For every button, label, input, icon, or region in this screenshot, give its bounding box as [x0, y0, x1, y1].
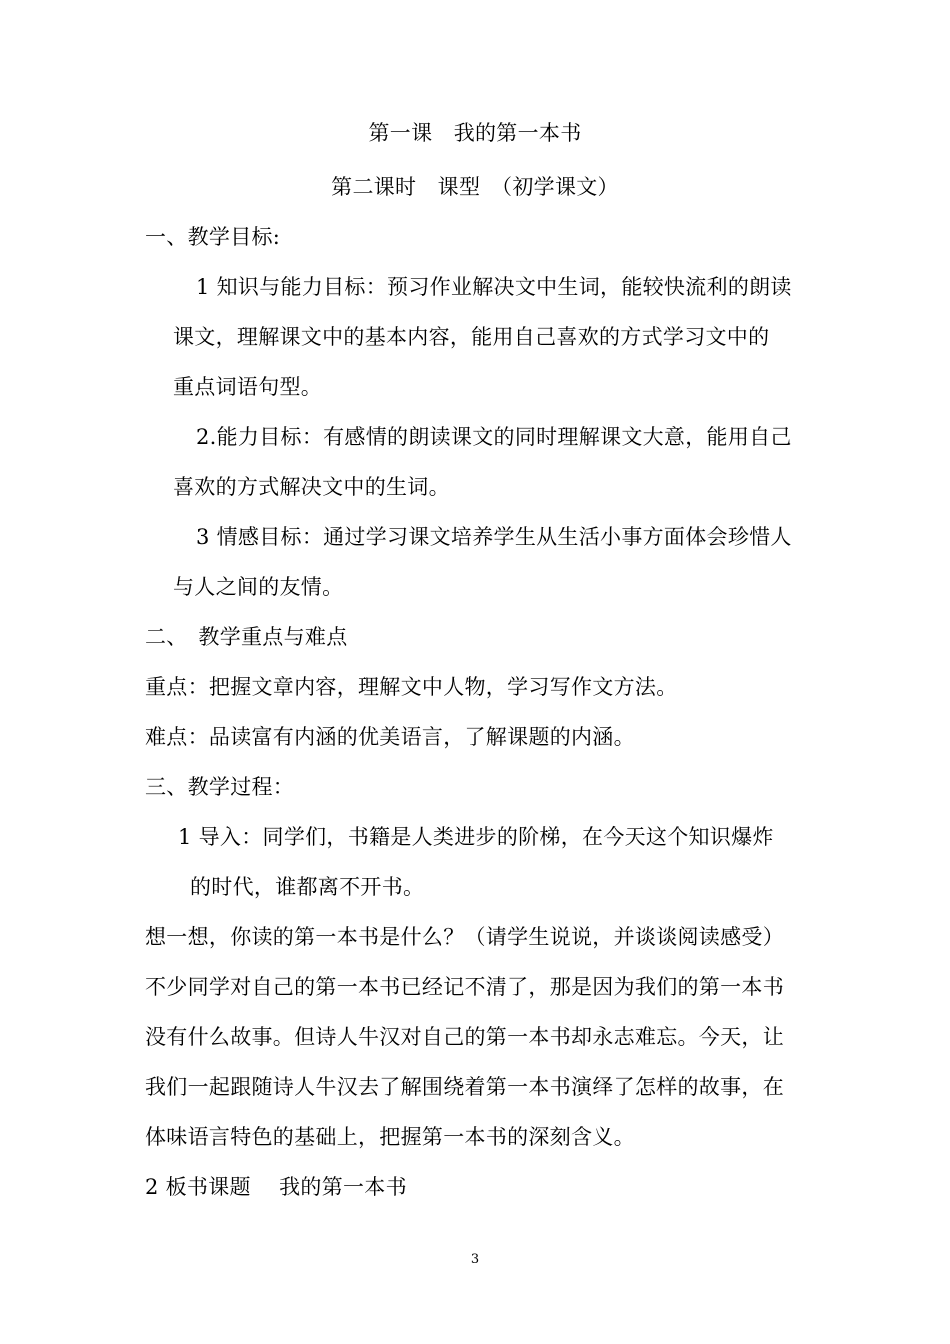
- paragraph-line-3: 没有什么故事。但诗人牛汉对自己的第一本书却永志难忘。今天，让: [145, 1025, 784, 1049]
- paragraph-line-1: 想一想，你读的第一本书是什么？（请学生说说，并谈谈阅读感受）: [145, 925, 784, 949]
- objective-3-line-1: 3 情感目标：通过学习课文培养学生从生活小事方面体会珍惜人: [196, 525, 792, 549]
- objective-2-line-1: 2.能力目标：有感情的朗读课文的同时理解课文大意，能用自己: [196, 425, 792, 449]
- paragraph-line-5: 体味语言特色的基础上，把握第一本书的深刻含义。: [145, 1125, 635, 1149]
- board-title-line: 2 板书课题 我的第一本书: [145, 1175, 407, 1199]
- objective-2-line-2: 喜欢的方式解决文中的生词。: [173, 475, 450, 499]
- objective-1-line-1: 1 知识与能力目标：预习作业解决文中生词，能较快流利的朗读: [196, 275, 792, 299]
- objective-1-line-2: 课文，理解课文中的基本内容，能用自己喜欢的方式学习文中的: [173, 325, 770, 349]
- lesson-title: 第一课 我的第一本书: [368, 121, 582, 145]
- objective-1-line-3: 重点词语句型。: [173, 375, 323, 399]
- key-point-line: 重点：把握文章内容，理解文中人物，学习写作文方法。: [145, 675, 678, 699]
- page-number: 3: [470, 1252, 480, 1267]
- intro-line-2: 的时代，谁都离不开书。: [190, 875, 425, 899]
- section-heading-key-points: 二、 教学重点与难点: [145, 625, 348, 649]
- objective-3-line-2: 与人之间的友情。: [173, 575, 344, 599]
- section-heading-process: 三、教学过程：: [145, 775, 295, 799]
- difficulty-line: 难点：品读富有内涵的优美语言，了解课题的内涵。: [145, 725, 635, 749]
- intro-line-1: 1 导入：同学们，书籍是人类进步的阶梯，在今天这个知识爆炸: [178, 825, 774, 849]
- section-heading-objectives: 一、教学目标:: [145, 225, 281, 249]
- paragraph-line-4: 我们一起跟随诗人牛汉去了解围绕着第一本书演绎了怎样的故事，在: [145, 1075, 784, 1099]
- paragraph-line-2: 不少同学对自己的第一本书已经记不清了，那是因为我们的第一本书: [145, 975, 784, 999]
- lesson-subtitle: 第二课时 课型 （初学课文）: [331, 175, 619, 199]
